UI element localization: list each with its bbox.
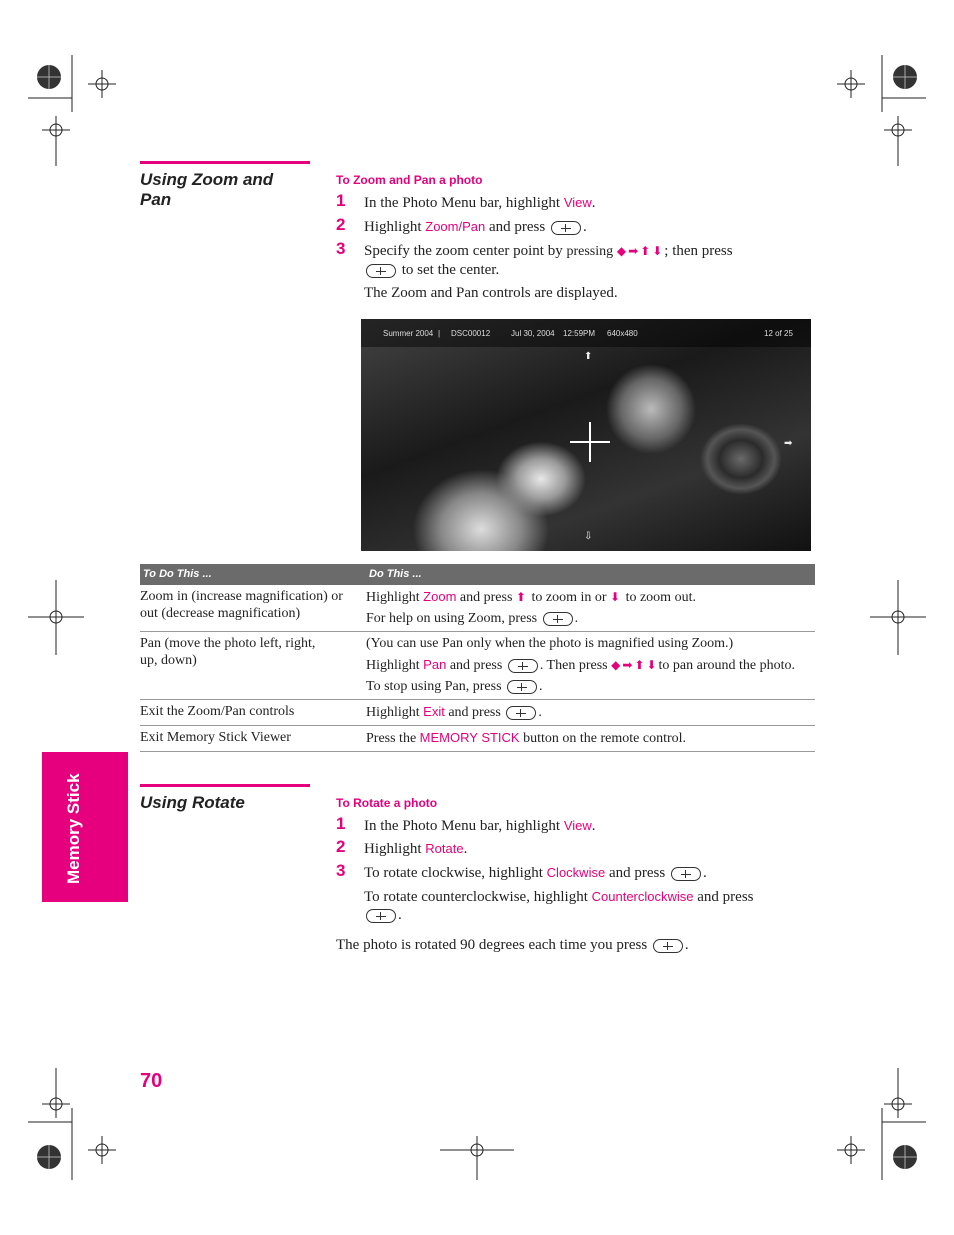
cell-text: to zoom in or [527,590,611,605]
remote-button-memory-stick: MEMORY STICK [419,730,520,745]
table-header-row [140,564,815,585]
enter-button-icon [507,680,537,694]
cell-text: Highlight [366,658,424,673]
step-text-end: and press [605,865,666,881]
enter-button-icon [508,659,538,673]
section-rule [140,784,310,787]
table-row [140,726,815,752]
enter-button-icon [671,867,701,881]
enter-button-icon [551,221,581,235]
cell-text: to zoom out. [622,590,696,605]
zoom-result: The Zoom and Pan controls are displayed. [364,285,618,301]
step-number: 3 [336,861,346,880]
pan-down-arrow-icon: ⇩ [584,531,593,542]
zoom-pan-table [140,564,815,752]
step-text: Highlight [364,841,426,857]
menu-item-zoom: Zoom [423,589,457,604]
table-cell: Zoom in (increase magnification) or out (decrease magnification) [140,585,366,632]
menu-item-rotate: Rotate [425,841,464,856]
menu-item-zoom-pan: Zoom/Pan [425,219,486,234]
cell-text: Highlight [366,705,424,720]
photo-time: 12:59PM [563,329,596,338]
menu-item-clockwise: Clockwise [546,865,606,880]
crosshair-icon [570,422,610,462]
step-text-small: pressing [566,244,614,259]
step-number: 3 [336,239,346,258]
step-text: To rotate counterclockwise, highlight [364,889,592,905]
enter-button-icon [506,706,536,720]
step-text-end: and press [485,219,546,235]
step-text: In the Photo Menu bar, highlight [364,818,564,834]
page-number: 70 [140,1070,163,1092]
cell-note: (You can use Pan only when the photo is magnified using Zoom.) [366,636,734,651]
table-cell: (You can use Pan only when the photo is magnified using Zoom.) Highlight Pan and press . Then press ◆➡⬆⬇to pan around the photo. To stop using Pan, press . [366,632,815,700]
menu-item-view: View [563,818,592,833]
arrow-keys-icon: ◆➡⬆⬇ [616,244,665,258]
cell-text: To stop using Pan, press [366,679,502,694]
step-text: To rotate clockwise, highlight [364,865,547,881]
side-tab-memory-stick [42,752,128,902]
photo-album: Summer 2004 [383,329,434,338]
table-cell: Highlight Exit and press . [366,700,815,726]
table-cell: Exit the Zoom/Pan controls [140,700,366,726]
step-number: 2 [336,837,346,856]
step-number: 1 [336,191,346,210]
procedure-title-zoom: To Zoom and Pan a photo [336,173,483,187]
zoom-pan-screenshot [361,319,811,551]
enter-button-icon [366,909,396,923]
menu-item-exit: Exit [423,704,445,719]
side-tab-label: Memory Stick [64,773,83,884]
rotate-result: The photo is rotated 90 degrees each time you press . [336,937,689,953]
enter-button-icon [366,264,396,278]
table-header: Do This ... [366,564,815,585]
photo-file: DSC00012 [451,329,491,338]
table-cell: Exit Memory Stick Viewer [140,726,366,752]
cell-text: and press [456,590,516,605]
section-rule [140,161,310,164]
photo-date: Jul 30, 2004 [511,329,555,338]
step-number: 2 [336,215,346,234]
cell-text: and press [446,658,503,673]
photo-count: 12 of 25 [764,329,793,338]
table-row [140,585,815,632]
step-text-end: . [463,841,468,857]
step-text-end: and press [693,889,754,905]
step-text-end: ; then press [664,243,733,259]
cell-text: to pan around the photo. [658,658,795,673]
menu-item-counterclockwise: Counterclockwise [591,889,694,904]
up-arrow-icon: ⬆ [515,590,528,604]
photo-info-bar: Summer 2004 | DSC00012 Jul 30, 2004 12:59PM 640x480 12 of 25 [361,319,811,347]
table-cell [366,726,815,752]
procedure-title-rotate: To Rotate a photo [336,796,438,810]
table-cell: Highlight Zoom and press ⬆ to zoom in or ⬇ to zoom out. For help on using Zoom, press . [366,585,815,632]
table-header: To Do This ... [140,564,366,585]
result-text: The photo is rotated 90 degrees each time you press [336,937,648,953]
menu-item-pan: Pan [423,657,447,672]
table-cell: Pan (move the photo left, right, up, down) [140,632,366,700]
enter-button-icon [543,612,573,626]
section-title-zoom: Using Zoom and Pan [140,170,274,209]
step-text-end: . [591,195,596,211]
step-text: Highlight [364,219,426,235]
table-row [140,700,815,726]
step-text-line2: to set the center. [401,262,500,278]
cell-text: For help on using Zoom, press [366,611,538,626]
cell-text: Press the [366,731,420,746]
down-arrow-icon: ⬇ [610,590,623,604]
pan-up-arrow-icon: ⬆ [584,351,593,362]
step-text: In the Photo Menu bar, highlight [364,195,564,211]
cell-text: . Then press [539,658,608,673]
table-row [140,632,815,700]
arrow-keys-icon: ◆➡⬆⬇ [611,658,659,672]
cell-text: button on the remote control. [519,731,687,746]
photo-size: 640x480 [607,329,638,338]
enter-button-icon [653,939,683,953]
cell-text: Highlight [366,590,424,605]
section-title-rotate: Using Rotate [140,793,245,812]
pan-right-arrow-icon: ➡ [784,438,793,449]
step-text-end: . [591,818,596,834]
cell-text: and press [444,705,501,720]
step-text: Specify the zoom center point by [364,243,567,259]
menu-item-view: View [563,195,592,210]
step-number: 1 [336,814,346,833]
